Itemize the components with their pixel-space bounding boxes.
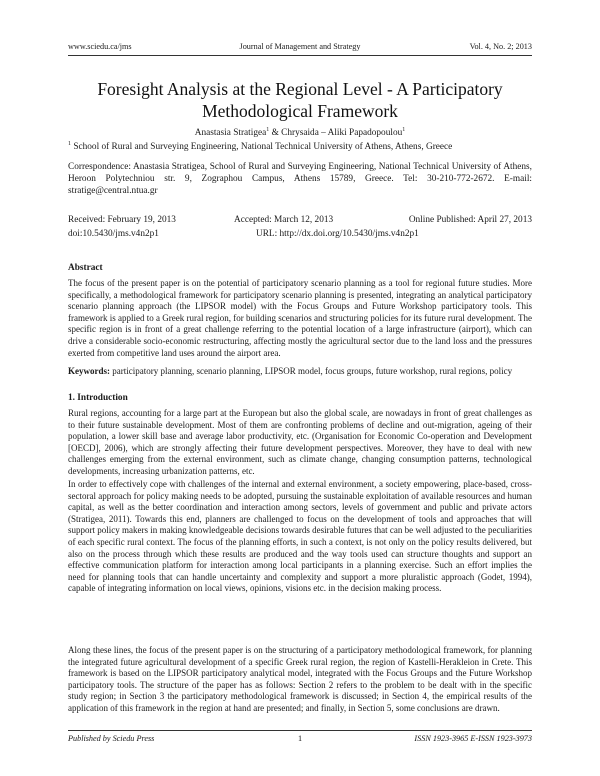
author-affiliation-mark: 1 — [402, 127, 406, 133]
paper-title-line-2: Methodological Framework — [202, 101, 398, 121]
running-footer — [68, 734, 532, 746]
keywords-label: Keywords: — [68, 366, 110, 376]
abstract-heading: Abstract — [68, 263, 103, 273]
body-paragraph: Rural regions, accounting for a large part at the European but also the global scale, are nowadays in front of great challenges as to their future sustainable development. Most of them are confronting problems of decline and out-migration, ageing of their population, a lower skill base and average labor productivity, etc. (Organisation for Economic Co-operation and Development [OECD], 2006), which are strongly affecting their future development perspectives. Moreover, they have to deal with new challenges emerging from the external environment, such as climate change, changing consumption patterns, technological developments, increasing urbanization patterns, etc. — [68, 408, 532, 476]
affiliation-text: School of Rural and Surveying Engineering, National Technical University of Athens, Athens, Greece — [71, 142, 453, 153]
author-affiliation-mark: 1 — [266, 127, 270, 133]
correspondence: Correspondence: Anastasia Stratigea, School of Rural and Surveying Engineering, National Technical University of Athens, Heroon Polytechniou str. 9, Zographou Campus, Athens 15789, Greece. Tel: 30-210-772-2672. E-mail: stratige@central.ntua.gr — [68, 162, 532, 196]
body-paragraph: Along these lines, the focus of the present paper is on the structuring of a participatory methodological framework, for planning the integrated future agricultural development of a specific Greek rural region, the region of Kastelli-Herakleion in Crete. This framework is based on the LIPSOR participatory analytical model, integrated with the Focus Groups and the Future Workshop participatory tools. The structure of the paper has as follows: Section 2 refers to the problem to be dealt with in the specific study region; in Section 3 the participatory methodological framework is discussed; in Section 4, the empirical results of the application of this framework in the region at hand are presented; and finally, in Section 5, some conclusions are drawn. — [68, 645, 532, 713]
paper-title-line-1: Foresight Analysis at the Regional Level - A Participatory — [97, 79, 503, 99]
running-header — [68, 42, 532, 54]
received-date: Received: February 19, 2013 — [68, 215, 176, 225]
keywords — [68, 366, 532, 378]
publisher: Published by Sciedu Press — [68, 734, 155, 743]
keywords-text: participatory planning, scenario planning, LIPSOR model, focus groups, future workshop, rural regions, policy — [110, 366, 513, 376]
paper-title — [80, 78, 520, 122]
doi[interactable]: doi:10.5430/jms.v4n2p1 — [68, 229, 159, 239]
footer-divider — [68, 730, 532, 731]
issn: ISSN 1923-3965 E-ISSN 1923-3973 — [414, 734, 532, 743]
published-date: Online Published: April 27, 2013 — [408, 215, 532, 225]
header-divider — [68, 55, 532, 56]
affiliation — [68, 141, 532, 152]
publication-dates — [68, 213, 532, 243]
section-heading: 1. Introduction — [68, 393, 128, 403]
doi-url[interactable]: URL: http://dx.doi.org/10.5430/jms.v4n2p1 — [256, 229, 419, 239]
volume-info: Vol. 4, No. 2; 2013 — [469, 42, 532, 51]
journal-name: Journal of Management and Strategy — [239, 42, 361, 51]
author-name: Anastasia Stratigea — [194, 128, 267, 139]
body-paragraph: In order to effectively cope with challenges of the internal and external environment, a society empowering, place-based, cross-sectoral approach for policy making needs to be adopted, pursuing the sustainable exploitation of available resources and human capital, as well as the better coordination and interaction among sectors, levels of government and public and private actors (Stratigea, 2011). Towards this end, planners are challenged to focus on the development of tools and approaches that will support policy makers in making knowledgeable decisions towards desirable futures that can be well adjusted to the peculiarities of each specific rural context. The focus of the planning efforts, in such a context, is not only on the policy results delivered, but also on the process through which these results are produced and the way tools used can structure thoughts and support an effective communication platform for interaction among local participants in a planning exercise. Such an effort implies the need for planning tools that can handle uncertainty and complexity and support a more pluralistic approach (Godet, 1994), capable of integrating information on local views, opinions, visions etc. in the decision making process. — [68, 479, 532, 594]
accepted-date: Accepted: March 12, 2013 — [234, 215, 334, 225]
journal-url[interactable]: www.sciedu.ca/jms — [68, 42, 132, 51]
abstract-text: The focus of the present paper is on the potential of participatory scenario planning as a tool for regional future studies. More specifically, a methodological framework for participatory scenario planning is presented, integrating an analytical participatory scenario planning approach (the LIPSOR model) with the Focus Groups and Future Workshop participatory tools. This framework is applied to a Greek rural region, for building scenarios and structuring policies for its future rural development. The specific region is in front of a great challenge referring to the potential location of a large infrastructure (airport), which can drive a considerable socio-economic restructuring, affecting mostly the agricultural sector due to the land loss and the pressures exerted from competitive land uses around the airport area. — [68, 278, 532, 358]
page-number: 1 — [297, 734, 303, 743]
author-name: & Chrysaida – Aliki Papadopoulou — [269, 128, 403, 139]
affiliation-mark: 1 — [68, 141, 71, 147]
author-list — [0, 127, 600, 138]
